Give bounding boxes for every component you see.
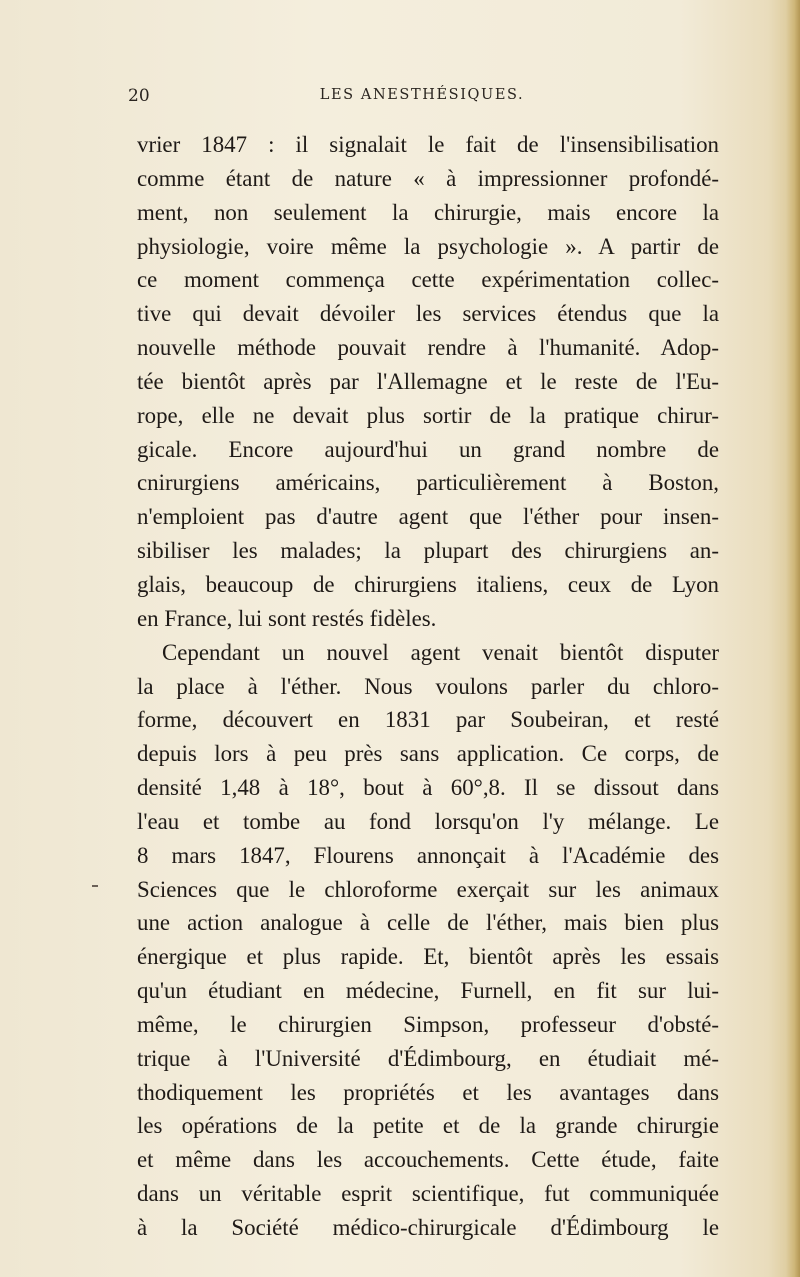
text-line: même, le chirurgien Simpson, professeur d'obsté-	[137, 1011, 719, 1037]
text-line: densité 1,48 à 18°, bout à 60°,8. Il se dissout dans	[137, 775, 719, 801]
text-line: tive qui devait dévoiler les services étendus que la	[137, 301, 719, 327]
body-text	[137, 128, 719, 1245]
text-line: à la Société médico-chirurgicale d'Édimbourg le	[137, 1215, 719, 1240]
text-line: et même dans les accouchements. Cette étude, faite	[137, 1147, 719, 1173]
text-line: énergique et plus rapide. Et, bientôt après les essais	[137, 944, 719, 970]
text-line: en France, lui sont restés fidèles.	[137, 605, 437, 631]
text-line: 8 mars 1847, Flourens annonçait à l'Académie des	[137, 842, 719, 868]
text-line: rope, elle ne devait plus sortir de la pratique chirur-	[137, 402, 719, 428]
margin-mark	[92, 885, 98, 887]
text-line: la place à l'éther. Nous voulons parler du chloro-	[137, 673, 719, 699]
text-line: gicale. Encore aujourd'hui un grand nombre de	[137, 436, 719, 462]
text-line: n'emploient pas d'autre agent que l'éther pour insen-	[137, 504, 719, 530]
text-line: nouvelle méthode pouvait rendre à l'humanité. Adop-	[137, 335, 719, 361]
text-line: ce moment commença cette expérimentation collec-	[137, 267, 719, 293]
text-line: tée bientôt après par l'Allemagne et le reste de l'Eu-	[137, 368, 719, 394]
text-line: forme, découvert en 1831 par Soubeiran, et resté	[137, 707, 719, 733]
text-line: trique à l'Université d'Édimbourg, en étudiait mé-	[137, 1045, 719, 1071]
text-line: Sciences que le chloroforme exerçait sur les animaux	[137, 876, 719, 902]
text-line: ment, non seulement la chirurgie, mais encore la	[137, 199, 719, 225]
page-number: 20	[128, 86, 150, 106]
running-title: LES ANESTHÉSIQUES.	[319, 87, 525, 103]
text-line: dans un véritable esprit scientifique, fut communiquée	[137, 1181, 719, 1207]
text-line: glais, beaucoup de chirurgiens italiens, ceux de Lyon	[137, 571, 719, 597]
text-line: physiologie, voire même la psychologie ». A partir de	[137, 233, 719, 259]
text-line: sibiliser les malades; la plupart des chirurgiens an-	[137, 538, 719, 564]
text-line: depuis lors à peu près sans application. Ce corps, de	[137, 741, 719, 767]
page-header	[128, 86, 710, 110]
text-line: cnirurgiens américains, particulièrement à Boston,	[137, 470, 719, 496]
text-line: thodiquement les propriétés et les avantages dans	[137, 1079, 719, 1105]
text-line: les opérations de la petite et de la grande chirurgie	[137, 1113, 719, 1139]
text-line: l'eau et tombe au fond lorsqu'on l'y mélange. Le	[137, 808, 719, 834]
text-line: Cependant un nouvel agent venait bientôt disputer	[162, 639, 719, 665]
page-edge-shadow	[786, 0, 800, 1277]
text-line: qu'un étudiant en médecine, Furnell, en fit sur lui-	[137, 978, 719, 1004]
text-line: vrier 1847 : il signalait le fait de l'insensibilisation	[137, 132, 719, 157]
text-line: une action analogue à celle de l'éther, mais bien plus	[137, 910, 719, 936]
text-line: comme étant de nature « à impressionner profondé-	[137, 165, 719, 191]
